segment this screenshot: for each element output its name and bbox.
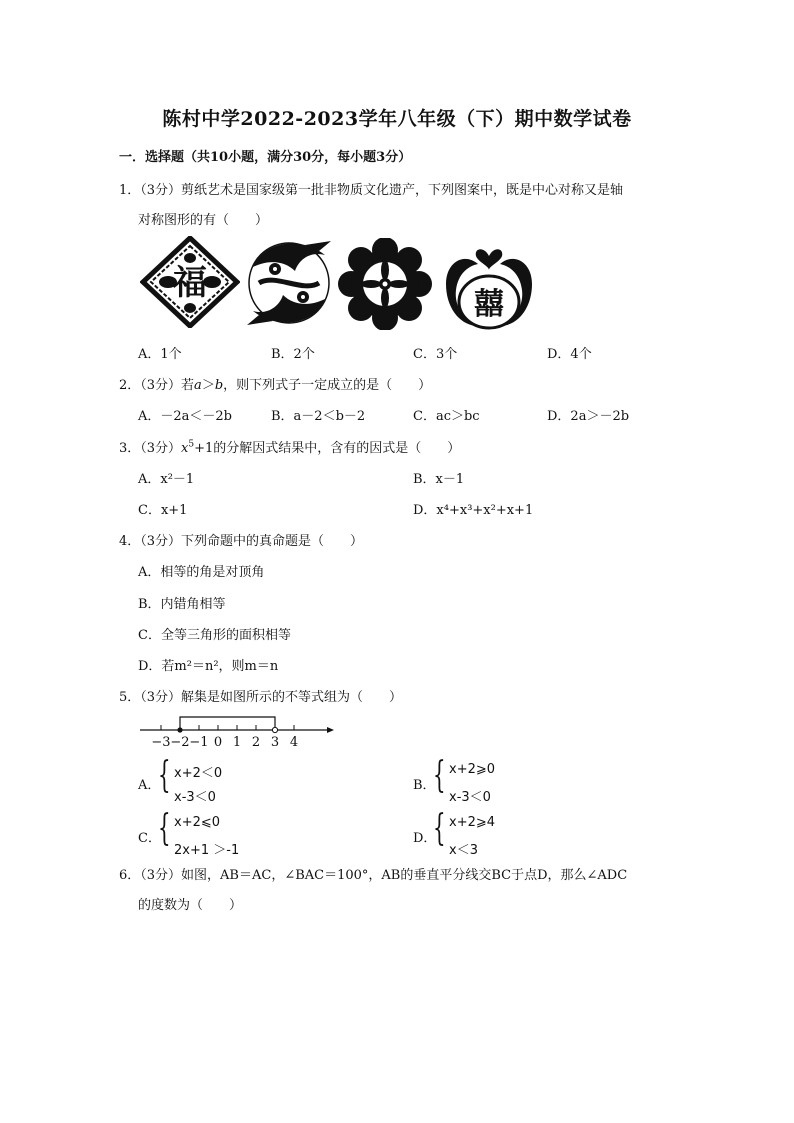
solution-range-bracket (180, 717, 275, 730)
q4-option-d[interactable]: D．若m²＝n²，则m＝n (138, 659, 279, 674)
q5-option-b-label: B． (413, 778, 436, 793)
q3-option-a[interactable]: A．x²－1 (138, 472, 195, 487)
q5-option-c-label: C． (138, 831, 161, 846)
q2-stem-suffix: ，则下列式子一定成立的是（ ） (223, 378, 432, 393)
q2-option-a[interactable]: A．－2a＜－2b (138, 409, 233, 424)
q3-stem-prefix: 3．（3分） (119, 441, 182, 456)
tick-label: 0 (213, 735, 223, 749)
q1-option-d[interactable]: D．4个 (547, 347, 592, 362)
solid-endpoint (177, 727, 182, 732)
q5-option-a-label: A． (138, 778, 161, 793)
q2-option-c[interactable]: C．ac＞bc (413, 409, 480, 424)
brace-icon: { (433, 808, 446, 849)
question-4-stem: 4．（3分）下列命题中的真命题是（ ） (119, 534, 364, 549)
q5-option-c-line2: 2x+1 ＞-1 (174, 843, 240, 858)
q3-base: x (181, 441, 189, 456)
section-heading: 一．选择题（共10小题，满分30分，每小题3分） (119, 150, 412, 165)
q3-stem-suffix: +1的分解因式结果中，含有的因式是（ ） (194, 441, 461, 456)
q3-option-b[interactable]: B．x－1 (413, 472, 465, 487)
q5-option-d-line1: x+2⩾4 (449, 815, 496, 830)
question-3-stem (119, 437, 460, 456)
question-5-stem: 5．（3分）解集是如图所示的不等式组为（ ） (119, 690, 403, 705)
q3-option-c[interactable]: C．x+1 (138, 503, 188, 518)
q5-option-b-line2: x-3＜0 (449, 790, 491, 805)
question-1-stem-line1: 1．（3分）剪纸艺术是国家级第一批非物质文化遗产，下列图案中，既是中心对称又是轴 (119, 183, 624, 198)
fu-glyph: 福 (173, 263, 207, 303)
question-6-stem-line1: 6．（3分）如图，AB＝AC，∠BAC＝100°，AB的垂直平分线交BC于点D，那么∠ADC (119, 868, 628, 883)
q4-option-c[interactable]: C．全等三角形的面积相等 (138, 628, 291, 643)
question-6-stem-line2: 的度数为（ ） (138, 898, 243, 913)
tick-label: −1 (189, 735, 209, 749)
page-title: 陈村中学2022-2023学年八年级（下）期中数学试卷 (162, 108, 632, 130)
flower-papercut-icon (338, 238, 432, 330)
question-2-stem (119, 374, 431, 393)
q1-option-c[interactable]: C．3个 (413, 347, 458, 362)
question-1-stem-line2: 对称图形的有（ ） (138, 213, 269, 228)
q4-option-b[interactable]: B．内错角相等 (138, 597, 226, 612)
brace-icon: { (158, 808, 171, 849)
number-line (138, 713, 338, 749)
q2-var-a: a (194, 378, 202, 393)
number-line-arrow (327, 727, 334, 733)
q3-exponent: 5 (188, 439, 195, 450)
q1-option-a[interactable]: A．1个 (138, 347, 182, 362)
open-endpoint (272, 727, 277, 732)
q2-stem-prefix: 2．（3分）若 (119, 378, 195, 393)
happiness-glyph: 囍 (474, 287, 504, 322)
q5-option-d-line2: x＜3 (449, 843, 478, 858)
tick-label: −2 (170, 735, 190, 749)
tick-label: −3 (151, 735, 171, 749)
q3-option-d[interactable]: D．x⁴+x³+x²+x+1 (413, 503, 534, 518)
q5-option-a-line1: x+2＜0 (174, 766, 223, 781)
tick-label: 2 (251, 735, 261, 749)
tick-label: 1 (232, 735, 242, 749)
q5-option-a-line2: x-3＜0 (174, 790, 216, 805)
q4-option-a[interactable]: A．相等的角是对顶角 (138, 565, 265, 580)
q5-option-d-label: D． (413, 831, 437, 846)
q5-option-c-line1: x+2⩽0 (174, 815, 221, 830)
q2-gt-sign: ＞ (201, 378, 215, 393)
brace-icon: { (158, 755, 171, 796)
tick-label: 3 (270, 735, 280, 749)
q2-option-d[interactable]: D．2a＞－2b (547, 409, 630, 424)
double-happiness-papercut-icon (440, 240, 538, 332)
q1-option-b[interactable]: B．2个 (271, 347, 315, 362)
birds-papercut-icon (245, 237, 333, 329)
brace-icon: { (433, 755, 446, 796)
q5-option-b-line1: x+2⩾0 (449, 762, 496, 777)
tick-label: 4 (289, 735, 299, 749)
fu-papercut-icon (140, 236, 240, 328)
q2-var-b: b (214, 378, 224, 393)
q2-option-b[interactable]: B．a－2＜b－2 (271, 409, 366, 424)
